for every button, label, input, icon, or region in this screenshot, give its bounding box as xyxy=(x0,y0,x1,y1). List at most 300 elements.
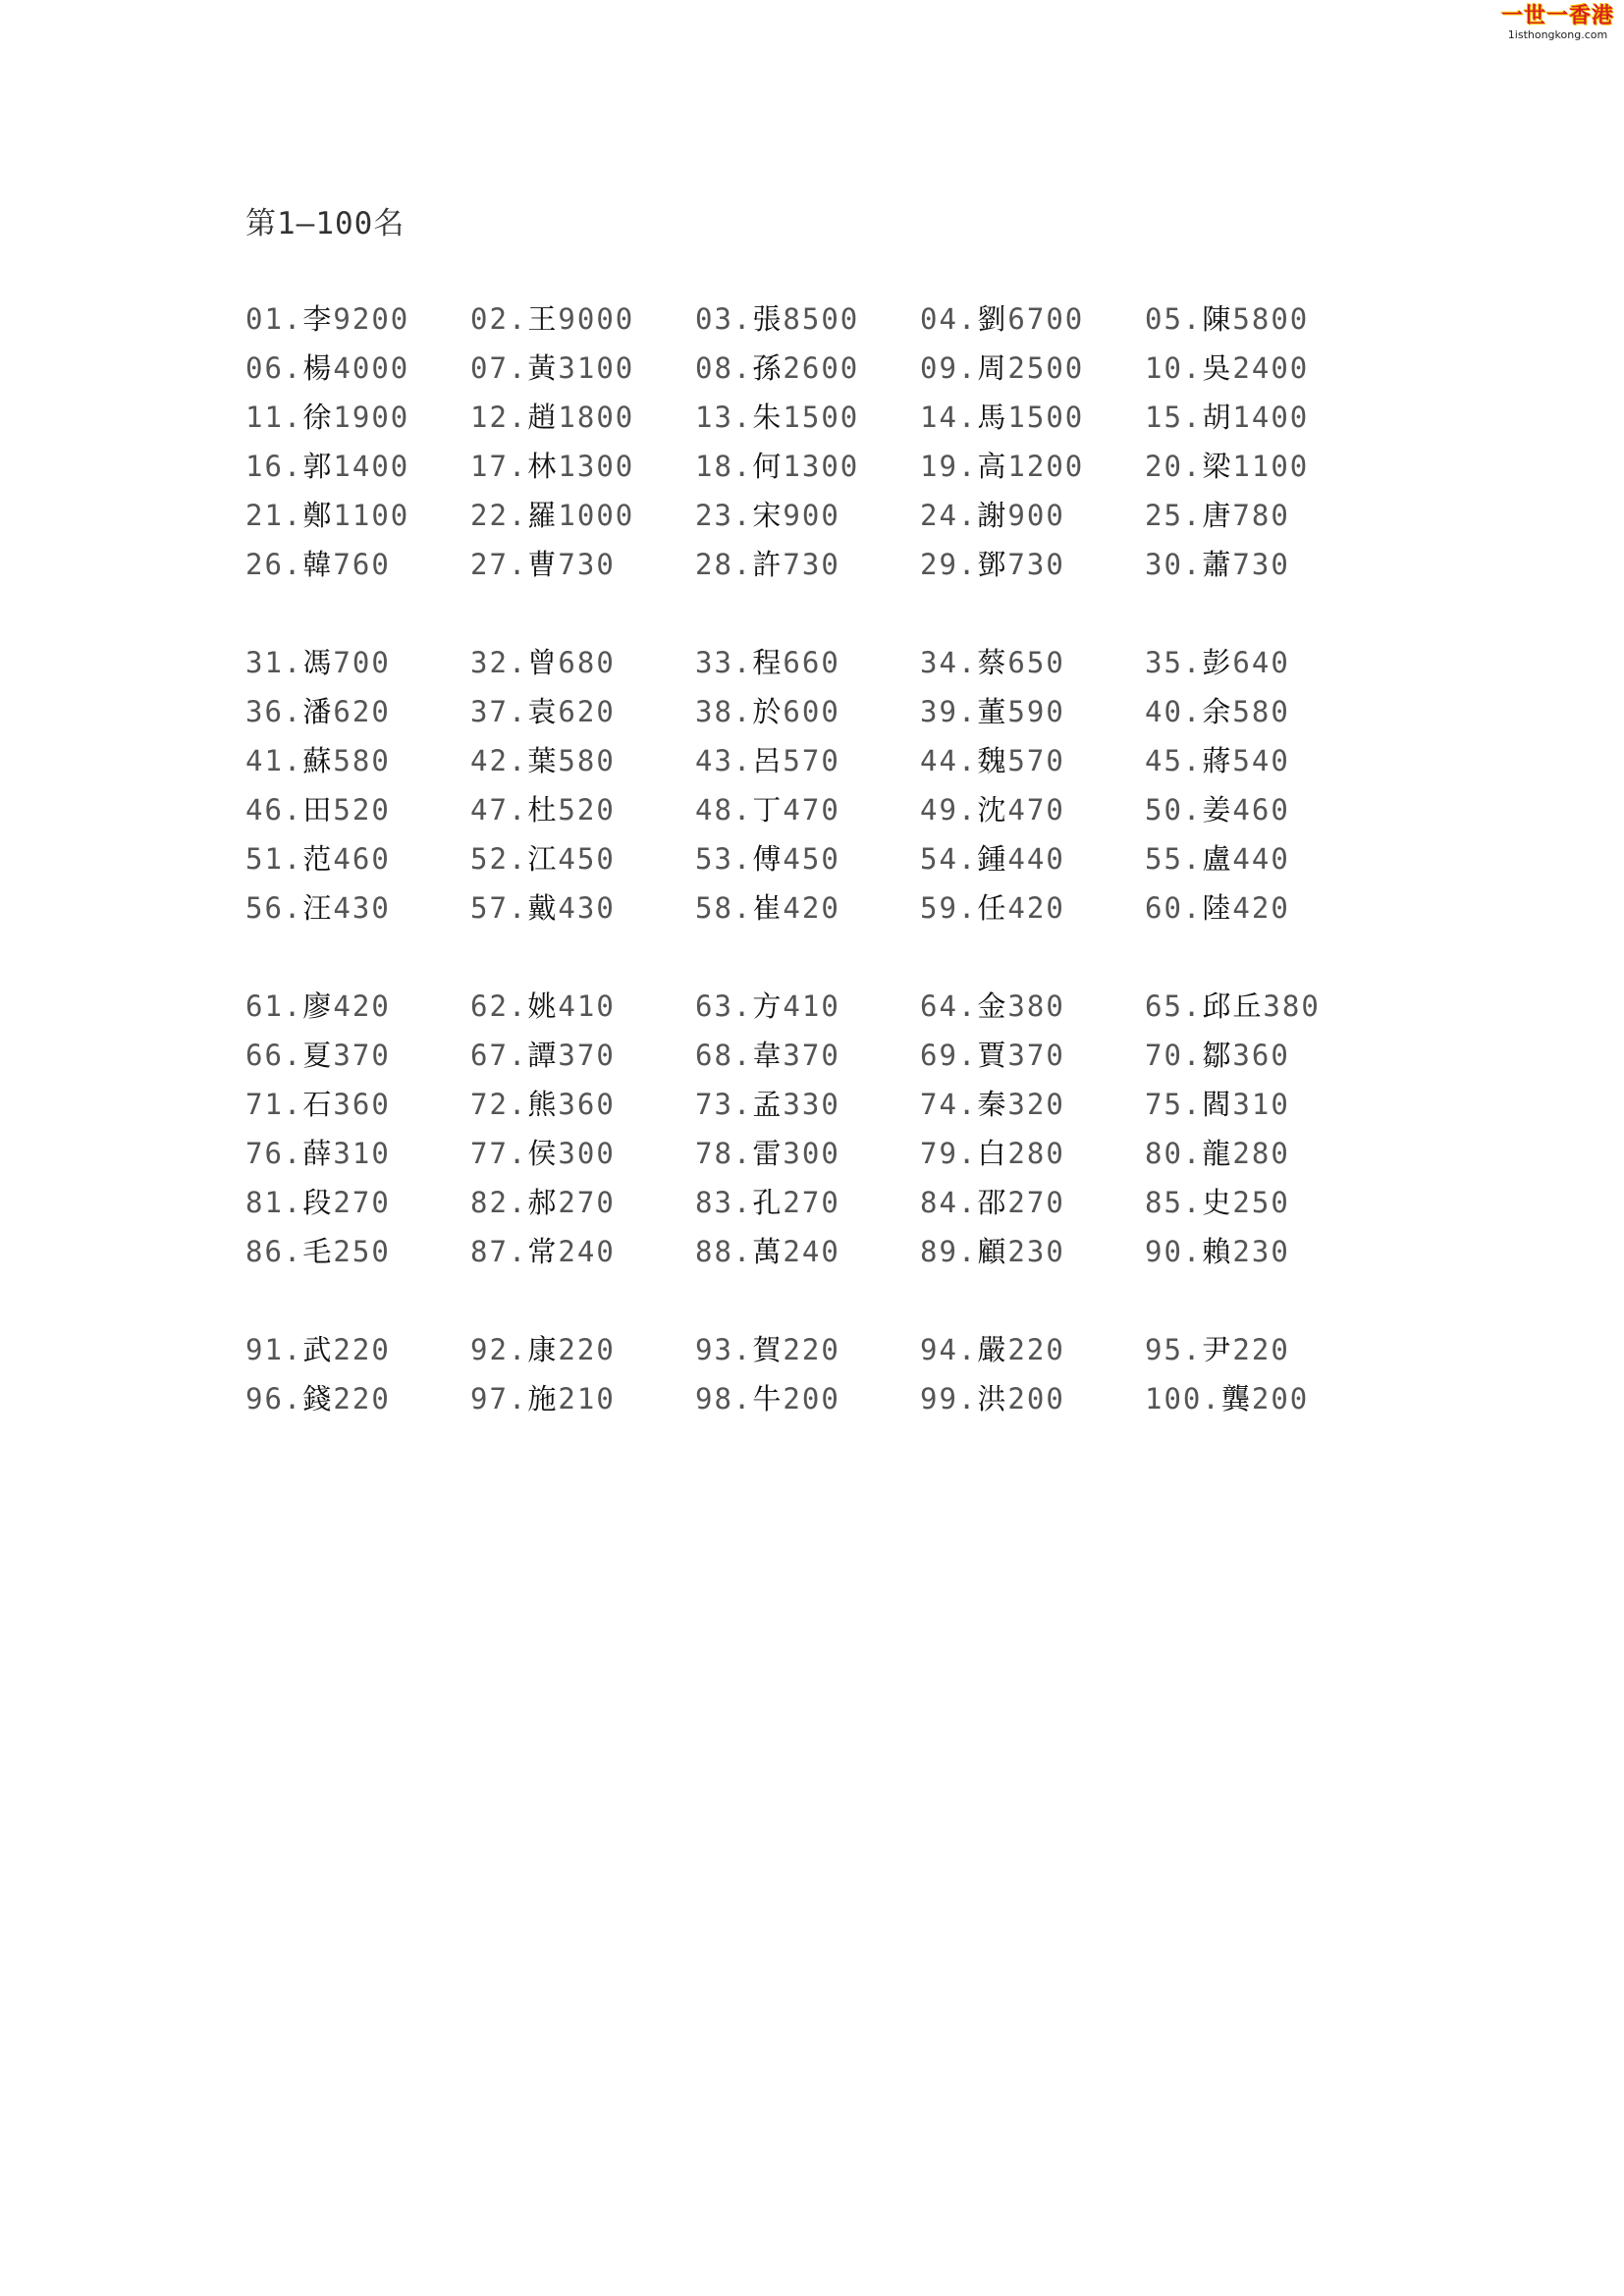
rank-number: 93. xyxy=(695,1333,753,1366)
population-count: 200 xyxy=(1007,1382,1065,1415)
ranking-entry xyxy=(1145,638,1370,687)
surname: 白 xyxy=(977,1137,1008,1170)
surname: 韓 xyxy=(302,548,334,581)
rank-number: 28. xyxy=(695,548,753,581)
population-count: 600 xyxy=(783,695,840,728)
population-count: 1800 xyxy=(558,400,635,434)
surname: 孔 xyxy=(752,1186,784,1219)
ranking-entry xyxy=(695,294,920,344)
rank-number: 89. xyxy=(920,1235,978,1268)
ranking-entry xyxy=(920,1374,1145,1423)
ranking-row xyxy=(245,687,1370,736)
rank-number: 58. xyxy=(695,891,753,925)
population-count: 210 xyxy=(558,1382,616,1415)
population-count: 650 xyxy=(1007,646,1065,679)
surname: 閻 xyxy=(1202,1088,1233,1121)
rank-number: 24. xyxy=(920,499,978,532)
surname: 謝 xyxy=(977,499,1008,532)
surname: 洪 xyxy=(977,1382,1008,1415)
ranking-entry xyxy=(245,442,470,491)
surname: 宋 xyxy=(752,499,784,532)
population-count: 250 xyxy=(333,1235,391,1268)
surname: 許 xyxy=(752,548,784,581)
ranking-entry xyxy=(695,1374,920,1423)
surname: 秦 xyxy=(977,1088,1008,1121)
population-count: 430 xyxy=(558,891,616,925)
population-count: 270 xyxy=(558,1186,616,1219)
surname: 鍾 xyxy=(977,842,1008,876)
ranking-entry xyxy=(470,540,695,589)
rank-number: 23. xyxy=(695,499,753,532)
surname: 朱 xyxy=(752,400,784,434)
rank-number: 34. xyxy=(920,646,978,679)
rank-number: 52. xyxy=(470,842,528,876)
surname: 曹 xyxy=(527,548,559,581)
rank-number: 16. xyxy=(245,450,303,483)
rank-number: 13. xyxy=(695,400,753,434)
ranking-entry xyxy=(470,1178,695,1227)
population-count: 370 xyxy=(783,1039,840,1072)
population-count: 220 xyxy=(783,1333,840,1366)
page-title: 第1—100名 xyxy=(245,206,406,241)
ranking-entry xyxy=(470,393,695,442)
surname: 施 xyxy=(527,1382,559,1415)
population-count: 760 xyxy=(333,548,391,581)
population-count: 360 xyxy=(333,1088,391,1121)
ranking-entry xyxy=(470,344,695,393)
rank-number: 38. xyxy=(695,695,753,728)
ranking-entry xyxy=(470,1227,695,1276)
population-count: 2500 xyxy=(1007,351,1085,385)
surname: 鄧 xyxy=(977,548,1008,581)
surname: 潘 xyxy=(302,695,334,728)
ranking-row xyxy=(245,736,1370,785)
surname: 魏 xyxy=(977,744,1008,777)
population-count: 1900 xyxy=(333,400,410,434)
ranking-entry xyxy=(695,540,920,589)
ranking-entry xyxy=(470,638,695,687)
ranking-entry xyxy=(1145,540,1370,589)
rank-number: 39. xyxy=(920,695,978,728)
ranking-entry xyxy=(245,393,470,442)
rank-number: 72. xyxy=(470,1088,528,1121)
ranking-row xyxy=(245,1129,1370,1178)
surname: 薛 xyxy=(302,1137,334,1170)
surname: 郭 xyxy=(302,450,334,483)
population-count: 620 xyxy=(333,695,391,728)
ranking-entry xyxy=(245,1080,470,1129)
rank-number: 73. xyxy=(695,1088,753,1121)
surname: 彭 xyxy=(1202,646,1233,679)
ranking-row xyxy=(245,638,1370,687)
surname: 方 xyxy=(752,989,784,1023)
rank-number: 47. xyxy=(470,793,528,827)
rank-number: 80. xyxy=(1145,1137,1203,1170)
rank-number: 76. xyxy=(245,1137,303,1170)
ranking-entry xyxy=(695,1031,920,1080)
ranking-entry xyxy=(470,1325,695,1374)
surname: 程 xyxy=(752,646,784,679)
rank-number: 05. xyxy=(1145,302,1203,336)
ranking-entry xyxy=(920,1129,1145,1178)
ranking-group-3 xyxy=(245,982,1370,1276)
ranking-entry xyxy=(245,1178,470,1227)
rank-number: 36. xyxy=(245,695,303,728)
surname: 金 xyxy=(977,989,1008,1023)
surname: 葉 xyxy=(527,744,559,777)
ranking-entry xyxy=(695,1325,920,1374)
surname: 嚴 xyxy=(977,1333,1008,1366)
population-count: 370 xyxy=(1007,1039,1065,1072)
surname: 孫 xyxy=(752,351,784,385)
population-count: 370 xyxy=(558,1039,616,1072)
population-count: 1400 xyxy=(1232,400,1310,434)
population-count: 730 xyxy=(558,548,616,581)
surname: 胡 xyxy=(1202,400,1233,434)
population-count: 420 xyxy=(333,989,391,1023)
surname: 姚 xyxy=(527,989,559,1023)
rank-number: 90. xyxy=(1145,1235,1203,1268)
population-count: 640 xyxy=(1232,646,1290,679)
ranking-entry xyxy=(695,736,920,785)
population-count: 220 xyxy=(1007,1333,1065,1366)
population-count: 220 xyxy=(333,1382,391,1415)
surname: 尹 xyxy=(1202,1333,1233,1366)
ranking-row xyxy=(245,834,1370,883)
population-count: 730 xyxy=(1007,548,1065,581)
ranking-entry xyxy=(470,1031,695,1080)
ranking-entry xyxy=(695,491,920,540)
ranking-entry xyxy=(245,1374,470,1423)
ranking-entry xyxy=(1145,1227,1370,1276)
surname: 袁 xyxy=(527,695,559,728)
rank-number: 50. xyxy=(1145,793,1203,827)
ranking-entry xyxy=(920,1325,1145,1374)
rank-number: 75. xyxy=(1145,1088,1203,1121)
ranking-entry xyxy=(245,883,470,933)
ranking-entry xyxy=(470,785,695,834)
ranking-entry xyxy=(920,982,1145,1031)
ranking-entry xyxy=(245,834,470,883)
ranking-entry xyxy=(1145,1129,1370,1178)
surname: 曾 xyxy=(527,646,559,679)
surname: 韋 xyxy=(752,1039,784,1072)
ranking-entry xyxy=(470,883,695,933)
rank-number: 65. xyxy=(1145,989,1203,1023)
rank-number: 67. xyxy=(470,1039,528,1072)
surname: 常 xyxy=(527,1235,559,1268)
population-count: 580 xyxy=(558,744,616,777)
surname: 龔 xyxy=(1220,1382,1252,1415)
rank-number: 12. xyxy=(470,400,528,434)
rank-number: 96. xyxy=(245,1382,303,1415)
population-count: 410 xyxy=(783,989,840,1023)
population-count: 4000 xyxy=(333,351,410,385)
ranking-entry xyxy=(1145,491,1370,540)
surname: 孟 xyxy=(752,1088,784,1121)
rank-number: 19. xyxy=(920,450,978,483)
surname: 梁 xyxy=(1202,450,1233,483)
surname: 杜 xyxy=(527,793,559,827)
rank-number: 43. xyxy=(695,744,753,777)
ranking-group-4 xyxy=(245,1325,1370,1423)
ranking-entry xyxy=(695,883,920,933)
population-count: 220 xyxy=(558,1333,616,1366)
surname: 沈 xyxy=(977,793,1008,827)
ranking-entry xyxy=(470,1080,695,1129)
surname: 邵 xyxy=(977,1186,1008,1219)
ranking-entry xyxy=(695,442,920,491)
rank-number: 70. xyxy=(1145,1039,1203,1072)
population-count: 300 xyxy=(558,1137,616,1170)
population-count: 900 xyxy=(1007,499,1065,532)
rank-number: 74. xyxy=(920,1088,978,1121)
ranking-entry xyxy=(695,393,920,442)
surname: 郝 xyxy=(527,1186,559,1219)
surname: 陳 xyxy=(1202,302,1233,336)
rank-number: 31. xyxy=(245,646,303,679)
ranking-entry xyxy=(1145,1325,1370,1374)
population-count: 570 xyxy=(1007,744,1065,777)
ranking-row xyxy=(245,393,1370,442)
surname: 崔 xyxy=(752,891,784,925)
surname: 史 xyxy=(1202,1186,1233,1219)
ranking-entry xyxy=(1145,442,1370,491)
rank-number: 03. xyxy=(695,302,753,336)
surname: 徐 xyxy=(302,400,334,434)
surname: 黃 xyxy=(527,351,559,385)
rank-number: 63. xyxy=(695,989,753,1023)
ranking-entry xyxy=(245,1031,470,1080)
rank-number: 100. xyxy=(1145,1382,1221,1415)
rank-number: 07. xyxy=(470,351,528,385)
ranking-entry xyxy=(470,491,695,540)
population-count: 580 xyxy=(1232,695,1290,728)
rank-number: 60. xyxy=(1145,891,1203,925)
surname: 羅 xyxy=(527,499,559,532)
ranking-entry xyxy=(695,982,920,1031)
population-count: 240 xyxy=(783,1235,840,1268)
ranking-entry xyxy=(470,736,695,785)
population-count: 590 xyxy=(1007,695,1065,728)
population-count: 420 xyxy=(1007,891,1065,925)
population-count: 1300 xyxy=(783,450,860,483)
rank-number: 11. xyxy=(245,400,303,434)
surname: 夏 xyxy=(302,1039,334,1072)
population-count: 540 xyxy=(1232,744,1290,777)
population-count: 310 xyxy=(1232,1088,1290,1121)
rank-number: 55. xyxy=(1145,842,1203,876)
ranking-row xyxy=(245,1080,1370,1129)
population-count: 2400 xyxy=(1232,351,1310,385)
population-count: 330 xyxy=(783,1088,840,1121)
rank-number: 02. xyxy=(470,302,528,336)
rank-number: 37. xyxy=(470,695,528,728)
population-count: 3100 xyxy=(558,351,635,385)
population-count: 570 xyxy=(783,744,840,777)
ranking-entry xyxy=(245,1227,470,1276)
surname: 楊 xyxy=(302,351,334,385)
ranking-entry xyxy=(920,1080,1145,1129)
rank-number: 54. xyxy=(920,842,978,876)
surname: 錢 xyxy=(302,1382,334,1415)
rank-number: 82. xyxy=(470,1186,528,1219)
rank-number: 49. xyxy=(920,793,978,827)
surname: 王 xyxy=(527,302,559,336)
surname: 鄭 xyxy=(302,499,334,532)
population-count: 1400 xyxy=(333,450,410,483)
population-count: 240 xyxy=(558,1235,616,1268)
population-count: 9000 xyxy=(558,302,635,336)
ranking-entry xyxy=(695,1178,920,1227)
ranking-entry xyxy=(1145,687,1370,736)
rank-number: 94. xyxy=(920,1333,978,1366)
ranking-entry xyxy=(245,785,470,834)
rank-number: 48. xyxy=(695,793,753,827)
ranking-entry xyxy=(920,834,1145,883)
population-count: 660 xyxy=(783,646,840,679)
surname: 傅 xyxy=(752,842,784,876)
population-count: 1100 xyxy=(1232,450,1310,483)
surname: 康 xyxy=(527,1333,559,1366)
population-count: 430 xyxy=(333,891,391,925)
population-count: 470 xyxy=(1007,793,1065,827)
surname: 吳 xyxy=(1202,351,1233,385)
ranking-entry xyxy=(470,834,695,883)
ranking-row xyxy=(245,442,1370,491)
ranking-entry xyxy=(245,1325,470,1374)
rank-number: 44. xyxy=(920,744,978,777)
ranking-row xyxy=(245,294,1370,344)
population-count: 6700 xyxy=(1007,302,1085,336)
surname: 廖 xyxy=(302,989,334,1023)
ranking-row xyxy=(245,883,1370,933)
rank-number: 26. xyxy=(245,548,303,581)
surname: 鄒 xyxy=(1202,1039,1233,1072)
population-count: 1500 xyxy=(1007,400,1085,434)
ranking-entry xyxy=(695,1129,920,1178)
rank-number: 77. xyxy=(470,1137,528,1170)
surname: 陸 xyxy=(1202,891,1233,925)
ranking-entry xyxy=(920,687,1145,736)
surname: 姜 xyxy=(1202,793,1233,827)
surname: 高 xyxy=(977,450,1008,483)
ranking-entry xyxy=(470,294,695,344)
rank-number: 18. xyxy=(695,450,753,483)
population-count: 580 xyxy=(333,744,391,777)
rank-number: 42. xyxy=(470,744,528,777)
surname: 馬 xyxy=(977,400,1008,434)
population-count: 1100 xyxy=(333,499,410,532)
ranking-entry xyxy=(920,442,1145,491)
ranking-row xyxy=(245,540,1370,589)
rank-number: 98. xyxy=(695,1382,753,1415)
rank-number: 06. xyxy=(245,351,303,385)
rank-number: 88. xyxy=(695,1235,753,1268)
ranking-entry xyxy=(920,540,1145,589)
surname: 張 xyxy=(752,302,784,336)
rank-number: 32. xyxy=(470,646,528,679)
ranking-entry xyxy=(1145,1178,1370,1227)
surname: 任 xyxy=(977,891,1008,925)
rank-number: 09. xyxy=(920,351,978,385)
rank-number: 85. xyxy=(1145,1186,1203,1219)
ranking-row xyxy=(245,1227,1370,1276)
population-count: 1000 xyxy=(558,499,635,532)
rank-number: 46. xyxy=(245,793,303,827)
population-count: 450 xyxy=(558,842,616,876)
rank-number: 01. xyxy=(245,302,303,336)
ranking-entry xyxy=(920,1227,1145,1276)
ranking-group-1 xyxy=(245,294,1370,589)
surname: 林 xyxy=(527,450,559,483)
rank-number: 17. xyxy=(470,450,528,483)
population-count: 780 xyxy=(1232,499,1290,532)
population-count: 9200 xyxy=(333,302,410,336)
ranking-row xyxy=(245,1178,1370,1227)
surname: 田 xyxy=(302,793,334,827)
ranking-row xyxy=(245,491,1370,540)
population-count: 270 xyxy=(333,1186,391,1219)
population-count: 280 xyxy=(1232,1137,1290,1170)
rank-number: 64. xyxy=(920,989,978,1023)
population-count: 470 xyxy=(783,793,840,827)
rank-number: 79. xyxy=(920,1137,978,1170)
ranking-row xyxy=(245,1374,1370,1423)
ranking-entry xyxy=(920,344,1145,393)
population-count: 1300 xyxy=(558,450,635,483)
ranking-entry xyxy=(245,491,470,540)
surname: 何 xyxy=(752,450,784,483)
ranking-entry xyxy=(470,982,695,1031)
surname: 賴 xyxy=(1202,1235,1233,1268)
rank-number: 84. xyxy=(920,1186,978,1219)
rank-number: 45. xyxy=(1145,744,1203,777)
population-count: 370 xyxy=(333,1039,391,1072)
ranking-entry xyxy=(920,883,1145,933)
rank-number: 53. xyxy=(695,842,753,876)
surname: 周 xyxy=(977,351,1008,385)
ranking-row xyxy=(245,982,1370,1031)
rank-number: 14. xyxy=(920,400,978,434)
ranking-entry xyxy=(245,344,470,393)
population-count: 2600 xyxy=(783,351,860,385)
population-count: 380 xyxy=(1007,989,1065,1023)
ranking-entry xyxy=(920,294,1145,344)
surname: 段 xyxy=(302,1186,334,1219)
population-count: 450 xyxy=(783,842,840,876)
rank-number: 51. xyxy=(245,842,303,876)
surname: 蔡 xyxy=(977,646,1008,679)
watermark-brand: 一世一香港 xyxy=(1500,4,1614,28)
surname: 賈 xyxy=(977,1039,1008,1072)
ranking-entry xyxy=(1145,1374,1370,1423)
population-count: 360 xyxy=(1232,1039,1290,1072)
ranking-entry xyxy=(1145,883,1370,933)
rank-number: 41. xyxy=(245,744,303,777)
surname: 雷 xyxy=(752,1137,784,1170)
ranking-entry xyxy=(245,1129,470,1178)
rank-number: 33. xyxy=(695,646,753,679)
ranking-entry xyxy=(920,1031,1145,1080)
ranking-entry xyxy=(470,687,695,736)
rank-number: 69. xyxy=(920,1039,978,1072)
rank-number: 83. xyxy=(695,1186,753,1219)
rank-number: 21. xyxy=(245,499,303,532)
population-count: 420 xyxy=(1232,891,1290,925)
population-count: 230 xyxy=(1232,1235,1290,1268)
rank-number: 92. xyxy=(470,1333,528,1366)
